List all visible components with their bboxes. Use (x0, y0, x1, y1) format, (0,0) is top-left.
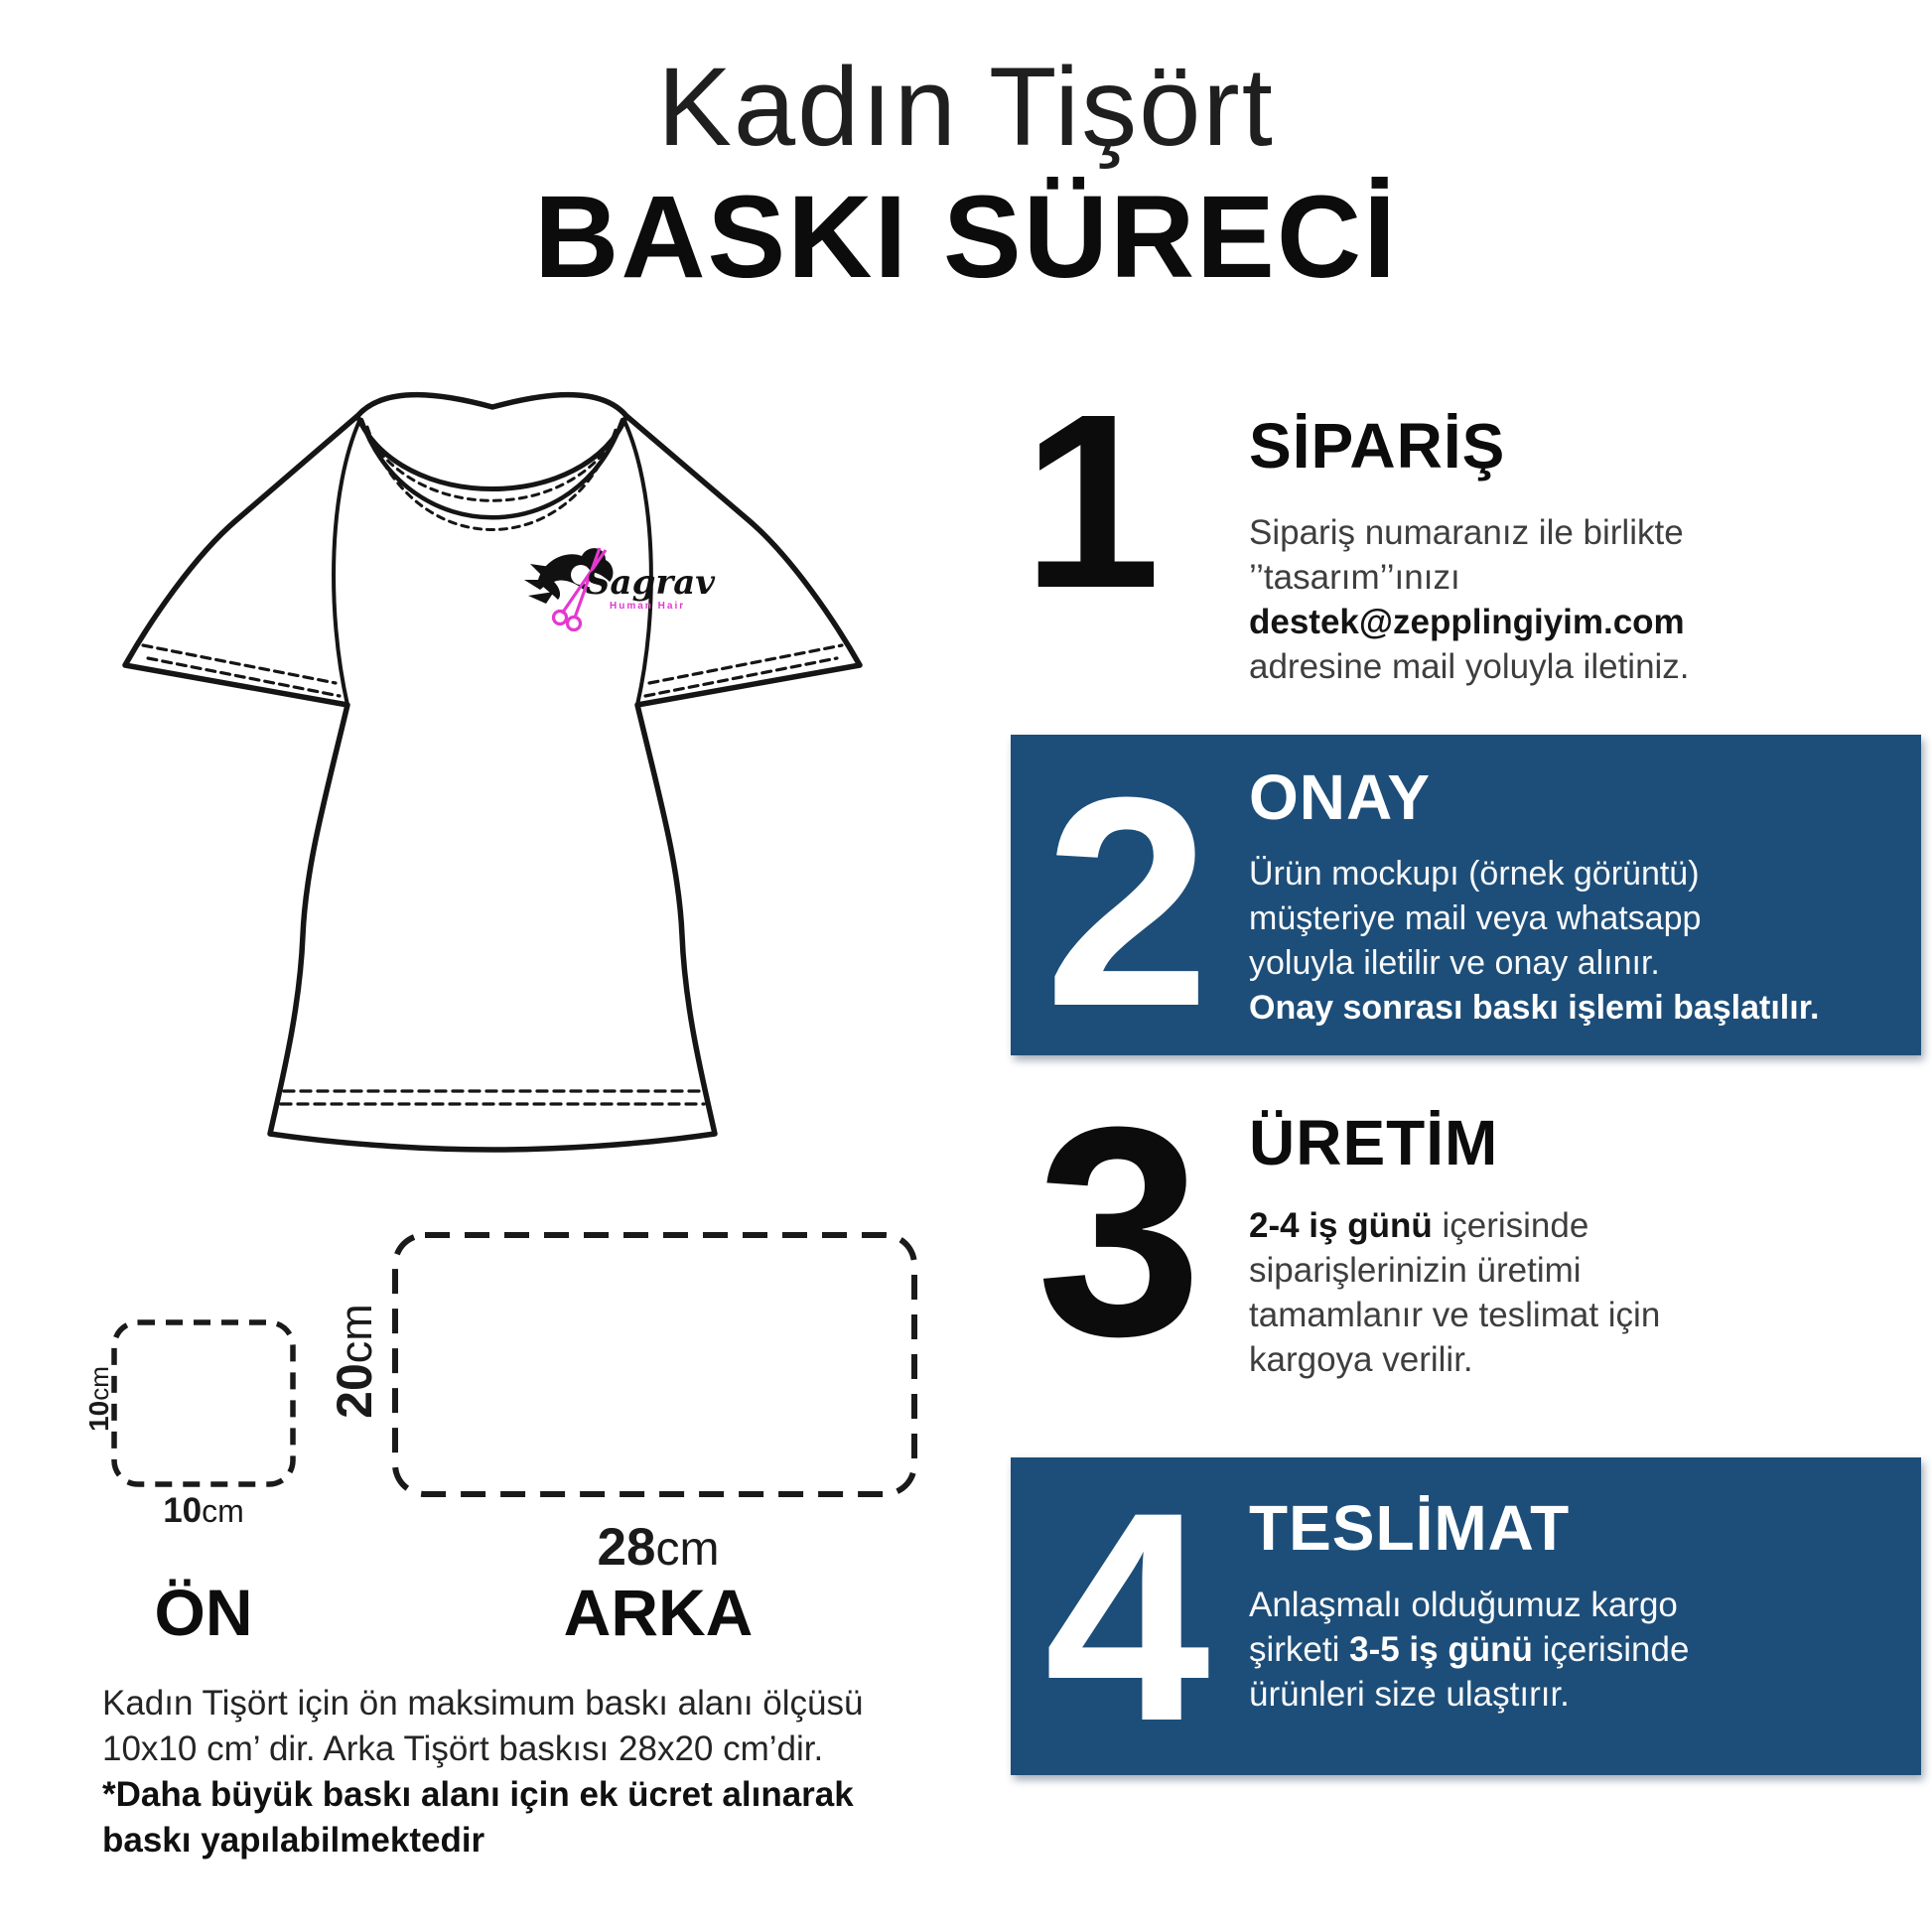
step-body-line: 2-4 iş günü içerisinde (1249, 1206, 1589, 1245)
step-heading: TESLİMAT (1249, 1492, 1571, 1564)
step-heading: ÜRETİM (1249, 1107, 1499, 1178)
step-body-line: Anlaşmalı olduğumuz kargo (1249, 1586, 1678, 1624)
step-body-line: Ürün mockupı (örnek görüntü) (1249, 855, 1700, 893)
step-teslimat (1011, 1449, 1921, 1783)
step-body-line: yoluyla iletilir ve onay alınır. (1249, 944, 1660, 982)
step-body-line: şirketi 3-5 iş günü içerisinde (1249, 1630, 1690, 1669)
step-body (1249, 510, 1690, 689)
back-box-height-label: 20cm (327, 1304, 382, 1419)
footnote-line: 10x10 cm’ dir. Arka Tişört baskısı 28x20 cm’dir. (102, 1729, 824, 1768)
step-heading: SİPARİŞ (1249, 410, 1506, 482)
step-number: 2 (1044, 735, 1210, 1068)
footnote-line: baskı yapılabilmektedir (102, 1821, 485, 1860)
step-body-line: müşteriye mail veya whatsapp (1249, 899, 1702, 937)
step-body-line: adresine mail yoluyla iletiniz. (1249, 647, 1690, 686)
step-heading: ONAY (1249, 761, 1432, 833)
step-number: 3 (1036, 1064, 1202, 1398)
step-body (1249, 852, 1820, 1031)
front-caption: ÖN (154, 1576, 253, 1649)
step-number: 4 (1044, 1449, 1210, 1783)
front-print-area-box (104, 1312, 303, 1496)
footnote-line: Kadın Tişört için ön maksimum baskı alanı ölçüsü (102, 1684, 864, 1723)
step-body-line: destek@zepplingiyim.com (1249, 603, 1685, 641)
step-uretim (1023, 1064, 1921, 1430)
step-body (1249, 1583, 1689, 1717)
step-body-line: Onay sonrası baskı işlemi başlatılır. (1249, 989, 1820, 1027)
step-body (1249, 1203, 1660, 1382)
page-title: Kadın Tişört (657, 45, 1275, 169)
footnote (102, 1681, 996, 1863)
step-body-line: ürünleri size ulaştırır. (1249, 1675, 1570, 1714)
logo-subtitle-text: Human Hair (610, 601, 686, 612)
title-block (0, 44, 1932, 303)
step-body-line: tamamlanır ve teslimat için (1249, 1296, 1661, 1334)
back-print-area-box (385, 1225, 926, 1506)
page-subtitle: BASKI SÜRECİ (534, 171, 1398, 303)
front-box-height-label: 10cm (83, 1366, 114, 1432)
tshirt-illustration (117, 369, 892, 1193)
logo-brand-text: Sagrav (586, 563, 716, 603)
footnote-line: *Daha büyük baskı alanı için ek ücret alınarak (102, 1775, 854, 1814)
step-body-line: ’’tasarım’’ınızı (1249, 558, 1460, 597)
back-box-width-label: 28cm (597, 1518, 720, 1577)
back-caption: ARKA (563, 1576, 754, 1649)
step-body-line: Sipariş numaranız ile birlikte (1249, 513, 1684, 552)
tshirt-outline (125, 395, 860, 1150)
step-siparis (1023, 362, 1921, 717)
step-body-line: siparişlerinizin üretimi (1249, 1251, 1582, 1290)
step-onay (1011, 735, 1921, 1068)
front-box-width-label: 10cm (163, 1491, 244, 1530)
step-number: 1 (1023, 362, 1162, 639)
step-body-line: kargoya verilir. (1249, 1340, 1473, 1379)
